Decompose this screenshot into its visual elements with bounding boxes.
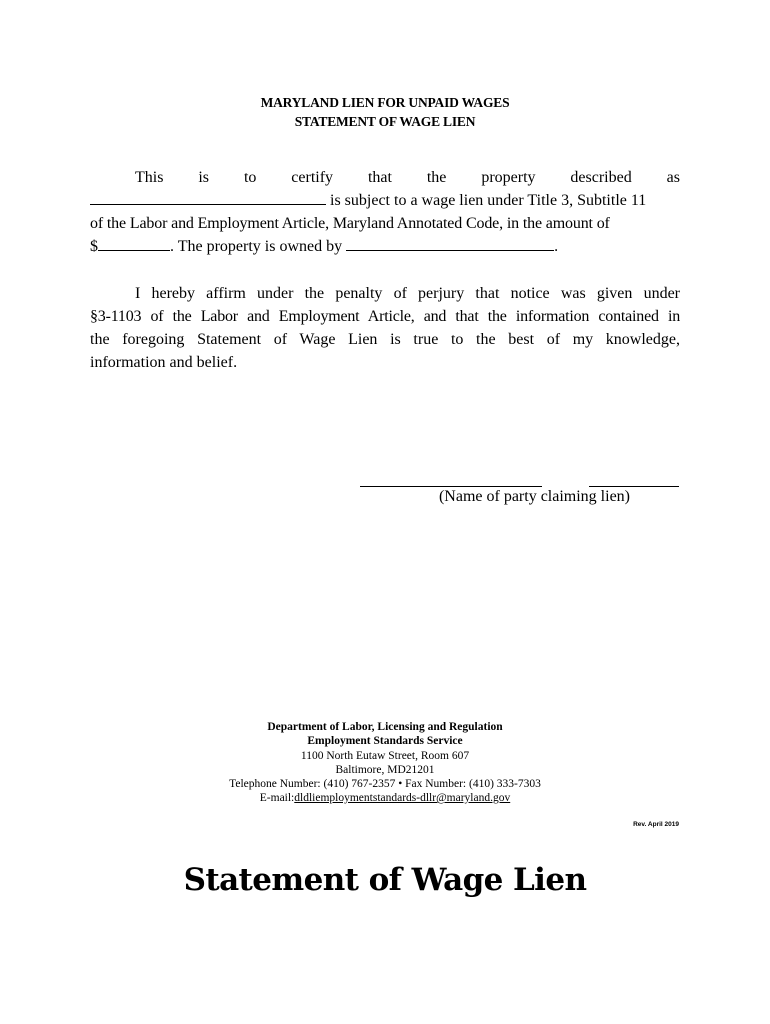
affirmation-line3: the foregoing Statement of Wage Lien is true to the best of my knowledge, — [90, 331, 680, 348]
word: is — [198, 169, 210, 186]
email-link[interactable]: dldliemploymentstandards-dllr@maryland.gov — [294, 792, 511, 804]
affirmation-line1: I hereby affirm under the penalty of perjury that notice was given under — [135, 285, 680, 302]
document-heading: Statement of Wage Lien — [183, 862, 587, 898]
dollar-sign: $ — [90, 238, 98, 255]
owner-blank[interactable] — [346, 235, 554, 251]
department-name: Department of Labor, Licensing and Regulation — [267, 721, 503, 733]
email-row — [0, 791, 770, 806]
affirmation-paragraph — [90, 282, 680, 374]
form-title-line2: STATEMENT OF WAGE LIEN — [294, 114, 476, 129]
period: . — [554, 238, 559, 255]
word: property — [481, 169, 536, 186]
certification-paragraph — [90, 166, 680, 258]
revision-date: Rev. April 2019 — [633, 821, 679, 828]
certification-line3: of the Labor and Employment Article, Maryland Annotated Code, in the amount of — [90, 215, 610, 232]
address-line1: 1100 North Eutaw Street, Room 607 — [300, 750, 470, 762]
phone-fax: Telephone Number: (410) 767-2357 • Fax Number: (410) 333-7303 — [229, 778, 541, 790]
certification-line1 — [90, 166, 680, 189]
property-description-blank[interactable] — [90, 189, 326, 205]
owned-by-text: . The property is owned by — [170, 238, 347, 255]
address-line2: Baltimore, MD21201 — [335, 764, 435, 776]
certification-line2-text: is subject to a wage lien under Title 3, Subtitle 11 — [326, 192, 647, 209]
service-name: Employment Standards Service — [307, 735, 463, 747]
affirmation-line2: §3-1103 of the Labor and Employment Article, and that the information contained in — [90, 308, 680, 325]
word: certify — [291, 169, 334, 186]
email-label: E-mail: — [259, 792, 295, 804]
word: as — [666, 169, 680, 186]
amount-blank[interactable] — [98, 235, 170, 251]
form-title-line1: MARYLAND LIEN FOR UNPAID WAGES — [260, 95, 510, 110]
word: the — [426, 169, 447, 186]
certification-line2 — [90, 189, 680, 212]
word: described — [570, 169, 632, 186]
word: This — [135, 169, 164, 186]
affirmation-line4: information and belief. — [90, 354, 238, 371]
word: that — [367, 169, 392, 186]
word: to — [243, 169, 257, 186]
certification-line4 — [90, 235, 680, 258]
signature-caption: (Name of party claiming lien) — [438, 488, 630, 505]
